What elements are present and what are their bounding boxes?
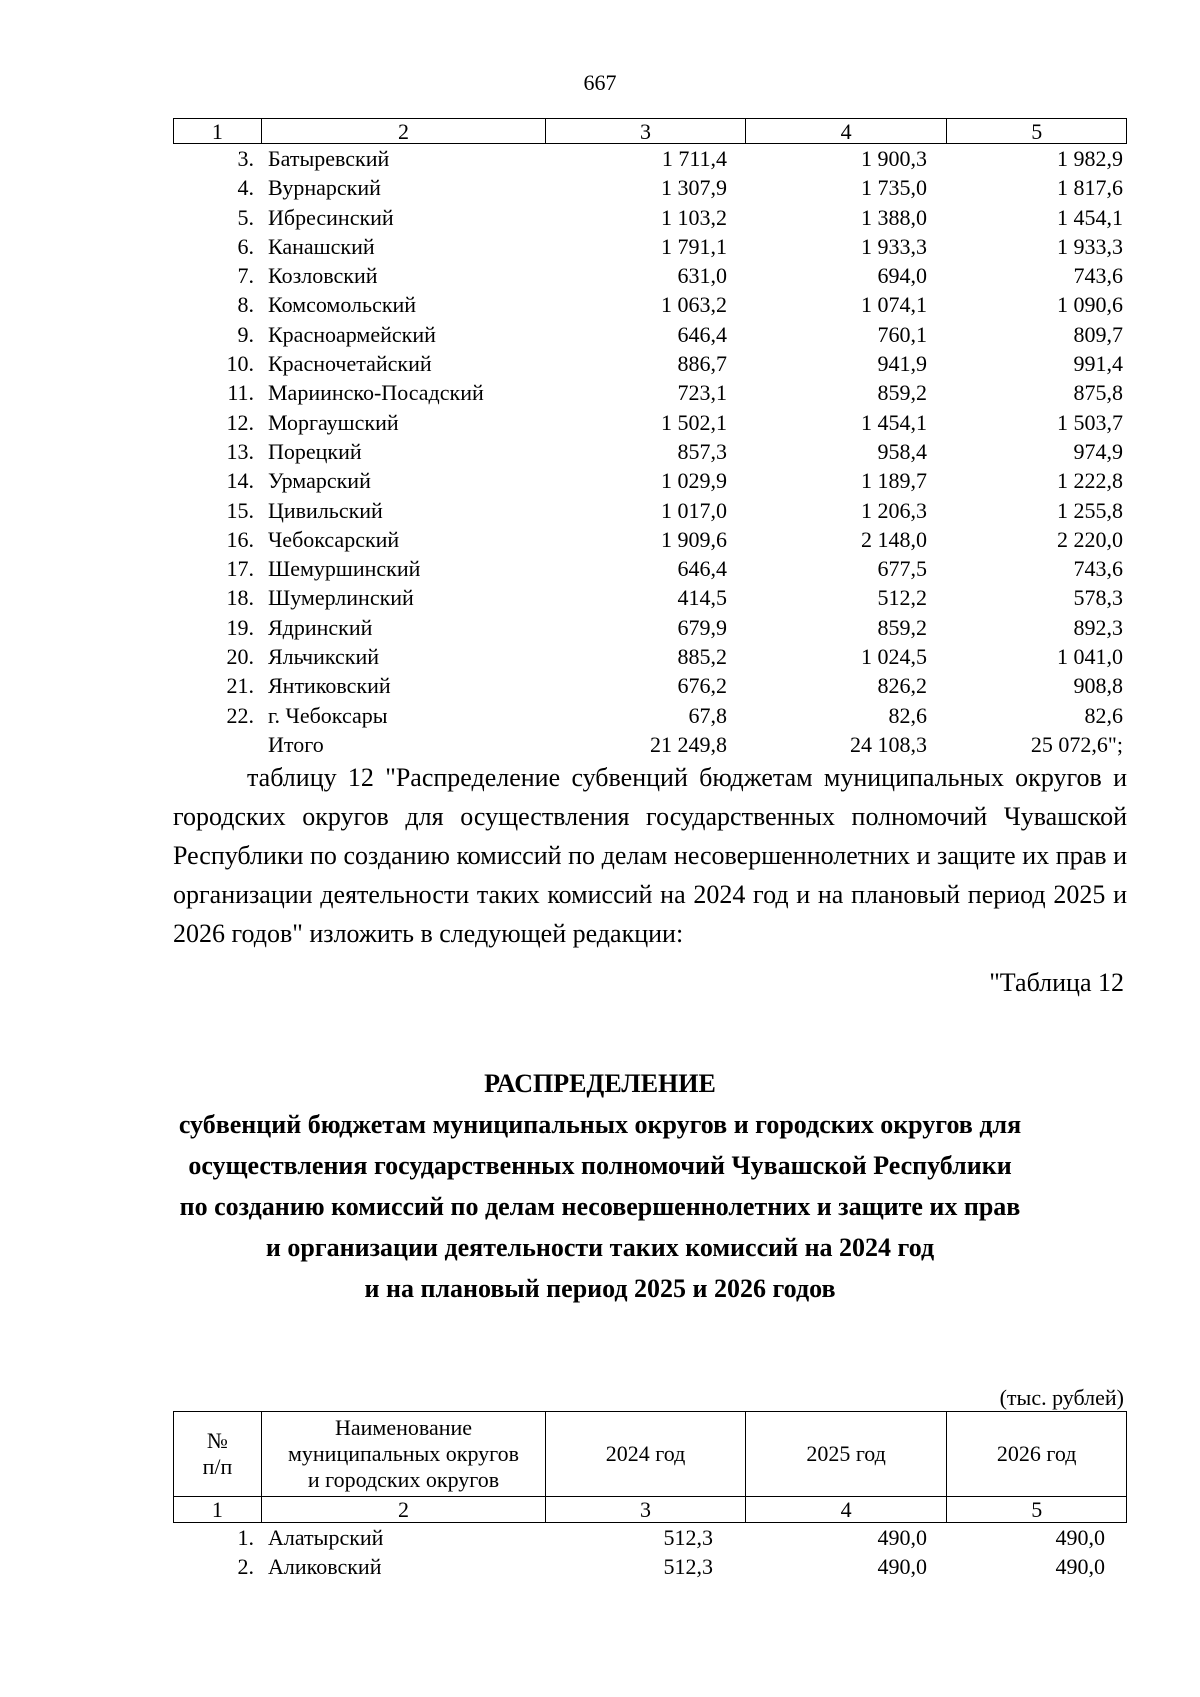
value-2025: 1 388,0: [861, 204, 927, 230]
value-2026: 1 041,0: [1057, 644, 1123, 670]
table-row: [173, 349, 1127, 378]
table-body: [173, 144, 1127, 759]
value-2026: 490,0: [1055, 1525, 1105, 1550]
district-name: Комсомольский: [268, 292, 417, 318]
value-2024: 676,2: [677, 673, 727, 699]
row-number: 10.: [226, 351, 254, 377]
value-2026: 1 255,8: [1057, 497, 1123, 523]
value-2025: 694,0: [877, 263, 927, 289]
value-2024: 67,8: [688, 702, 727, 728]
district-name: Аликовский: [268, 1554, 382, 1580]
value-2024: 646,4: [677, 556, 727, 582]
table-row: [173, 437, 1127, 466]
column-number: 5: [946, 119, 1126, 143]
district-name: Мариинско-Посадский: [268, 380, 484, 406]
value-2024: 1 909,6: [661, 526, 727, 552]
value-2024: 21 249,8: [650, 731, 727, 757]
table-row: [173, 203, 1127, 232]
row-number: 6.: [237, 233, 254, 259]
value-2025: 2 148,0: [861, 526, 927, 552]
value-2025: 1 206,3: [861, 497, 927, 523]
row-number: 17.: [226, 556, 254, 582]
value-2026: 743,6: [1073, 263, 1123, 289]
heading-line: и организации деятельности таких комиссий на 2024 год: [265, 1233, 935, 1262]
table-row: [173, 1523, 1127, 1552]
header-number: № п/п: [202, 1428, 233, 1479]
table-row: [173, 466, 1127, 495]
value-2025: 1 933,3: [861, 233, 927, 259]
district-name: Порецкий: [268, 438, 362, 464]
table-row: [173, 613, 1127, 642]
value-2025: 941,9: [877, 351, 927, 377]
value-2024: 885,2: [677, 644, 727, 670]
table-body: [173, 1523, 1127, 1582]
value-2025: 1 189,7: [861, 468, 927, 494]
value-2025: 82,6: [888, 702, 927, 728]
row-number: 4.: [237, 175, 254, 201]
value-2025: 760,1: [877, 321, 927, 347]
table-row: [173, 642, 1127, 671]
row-number: 9.: [237, 321, 254, 347]
heading-line: осуществления государственных полномочий Чувашской Республики: [188, 1151, 1012, 1180]
value-2026: 1 454,1: [1057, 204, 1123, 230]
district-name: Алатырский: [268, 1525, 384, 1550]
row-number: 1.: [237, 1525, 254, 1550]
column-number: 2: [261, 119, 545, 143]
district-name: г. Чебоксары: [268, 702, 388, 728]
table-row: [173, 232, 1127, 261]
row-number: 2.: [237, 1554, 254, 1580]
table-header: [173, 1411, 1127, 1497]
table-row: [173, 261, 1127, 290]
value-2025: 512,2: [877, 585, 927, 611]
heading-line: субвенций бюджетам муниципальных округов и городских округов для: [178, 1110, 1022, 1139]
district-name: Цивильский: [268, 497, 383, 523]
value-2024: 1 029,9: [661, 468, 727, 494]
value-2025: 958,4: [877, 438, 927, 464]
value-2026: 1 503,7: [1057, 409, 1123, 435]
table-row: [173, 290, 1127, 319]
value-2026: 578,3: [1073, 585, 1123, 611]
value-2025: 859,2: [877, 614, 927, 640]
district-name: Янтиковский: [268, 673, 391, 699]
value-2026: 1 090,6: [1057, 292, 1123, 318]
distribution-table-12: [173, 1411, 1127, 1582]
column-number: 3: [545, 119, 745, 143]
row-number: 3.: [237, 146, 254, 171]
column-number-row: [173, 1497, 1127, 1523]
district-name: Моргаушский: [268, 409, 399, 435]
table-row: [173, 496, 1127, 525]
table-row: [173, 144, 1127, 173]
row-number: [173, 730, 260, 759]
page-number: 667: [583, 70, 617, 95]
row-number: 22.: [226, 702, 254, 728]
row-number: 21.: [226, 673, 254, 699]
district-name: Красноармейский: [268, 321, 436, 347]
value-2024: 723,1: [677, 380, 727, 406]
value-2026: 974,9: [1073, 438, 1123, 464]
column-number: 2: [261, 1497, 545, 1522]
table-row: [173, 173, 1127, 202]
table-row: [173, 1552, 1127, 1581]
value-2026: 25 072,6";: [1030, 731, 1123, 757]
heading-line: по созданию комиссий по делам несовершеннолетних и защите их прав: [179, 1192, 1021, 1221]
value-2026: 892,3: [1073, 614, 1123, 640]
row-number: 14.: [226, 468, 254, 494]
value-2024: 646,4: [677, 321, 727, 347]
value-2025: 1 454,1: [861, 409, 927, 435]
district-name: Шемуршинский: [268, 556, 421, 582]
table-row: [173, 583, 1127, 612]
table-row: [173, 525, 1127, 554]
distribution-heading: [100, 1063, 1100, 1309]
value-2025: 826,2: [877, 673, 927, 699]
value-2025: 490,0: [877, 1554, 927, 1580]
value-2024: 512,3: [663, 1525, 713, 1550]
row-number: 19.: [226, 614, 254, 640]
district-name: Итого: [268, 731, 324, 757]
distribution-table-continuation: [173, 118, 1127, 759]
value-2026: 2 220,0: [1057, 526, 1123, 552]
value-2026: 1 817,6: [1057, 175, 1123, 201]
table-row: [173, 701, 1127, 730]
value-2024: 1 063,2: [661, 292, 727, 318]
column-number: 3: [545, 1497, 745, 1522]
district-name: Канашский: [268, 233, 375, 259]
district-name: Козловский: [268, 263, 378, 289]
value-2026: 875,8: [1073, 380, 1123, 406]
value-2025: 1 074,1: [861, 292, 927, 318]
value-2024: 1 103,2: [661, 204, 727, 230]
district-name: Ибресинский: [268, 204, 394, 230]
row-number: 8.: [237, 292, 254, 318]
heading-title: РАСПРЕДЕЛЕНИЕ: [484, 1069, 716, 1098]
value-2025: 1 735,0: [861, 175, 927, 201]
value-2024: 512,3: [663, 1554, 713, 1580]
value-2025: 490,0: [877, 1525, 927, 1550]
value-2024: 1 711,4: [661, 146, 727, 171]
value-2024: 414,5: [677, 585, 727, 611]
district-name: Чебоксарский: [268, 526, 400, 552]
value-2025: 859,2: [877, 380, 927, 406]
value-2024: 1 307,9: [661, 175, 727, 201]
header-2026: 2026 год: [946, 1412, 1126, 1496]
row-number: 18.: [226, 585, 254, 611]
units-label: (тыс. рублей): [999, 1385, 1124, 1410]
value-2025: 24 108,3: [850, 731, 927, 757]
value-2024: 857,3: [677, 438, 727, 464]
district-name: Красночетайский: [268, 351, 432, 377]
district-name: Вурнарский: [268, 175, 381, 201]
column-number: 1: [211, 1497, 223, 1522]
row-number: 16.: [226, 526, 254, 552]
table-row: [173, 408, 1127, 437]
value-2026: 743,6: [1073, 556, 1123, 582]
amendment-paragraph: таблицу 12 "Распределение субвенций бюджетам муниципальных округов и городских округов для осуществления государственных полномочий Чувашской Республики по созданию комиссий по делам несовершеннолетних и защите их прав и организации деятельности таких комиссий на 2024 год и на плановый период 2025 и 2026 годов" изложить в следующей редакции:: [173, 763, 1127, 948]
header-name: Наименование муниципальных округов и городских округов: [261, 1412, 545, 1496]
value-2026: 1 933,3: [1057, 233, 1123, 259]
row-number: 15.: [226, 497, 254, 523]
value-2025: 1 900,3: [861, 146, 927, 171]
table-label: "Таблица 12: [989, 968, 1124, 997]
value-2025: 1 024,5: [861, 644, 927, 670]
value-2026: 1 222,8: [1057, 468, 1123, 494]
value-2026: 809,7: [1073, 321, 1123, 347]
value-2026: 490,0: [1055, 1554, 1105, 1580]
header-2024: 2024 год: [545, 1412, 745, 1496]
column-number: 5: [946, 1497, 1126, 1522]
value-2026: 908,8: [1073, 673, 1123, 699]
value-2024: 1 502,1: [661, 409, 727, 435]
value-2024: 1 791,1: [661, 233, 727, 259]
table-row: [173, 320, 1127, 349]
column-number: 4: [745, 119, 947, 143]
value-2024: 631,0: [677, 263, 727, 289]
row-number: 20.: [226, 644, 254, 670]
value-2025: 677,5: [877, 556, 927, 582]
row-number: 13.: [226, 438, 254, 464]
value-2026: 991,4: [1073, 351, 1123, 377]
table-row: [173, 554, 1127, 583]
table-row: [173, 671, 1127, 700]
district-name: Ядринский: [268, 614, 373, 640]
value-2024: 886,7: [677, 351, 727, 377]
column-number: 1: [211, 119, 223, 144]
row-number: 7.: [237, 263, 254, 289]
value-2024: 1 017,0: [661, 497, 727, 523]
value-2024: 679,9: [677, 614, 727, 640]
value-2026: 82,6: [1084, 702, 1123, 728]
row-number: 12.: [226, 409, 254, 435]
district-name: Яльчикский: [268, 644, 379, 670]
value-2026: 1 982,9: [1057, 146, 1123, 171]
district-name: Батыревский: [268, 146, 390, 171]
header-2025: 2025 год: [745, 1412, 947, 1496]
table-row: [173, 378, 1127, 407]
column-number: 4: [745, 1497, 947, 1522]
table-row: [173, 730, 1127, 759]
row-number: 5.: [237, 204, 254, 230]
district-name: Шумерлинский: [268, 585, 414, 611]
column-number-row: [173, 118, 1127, 144]
heading-line: и на плановый период 2025 и 2026 годов: [364, 1274, 836, 1303]
row-number: 11.: [227, 380, 254, 406]
district-name: Урмарский: [268, 468, 371, 494]
